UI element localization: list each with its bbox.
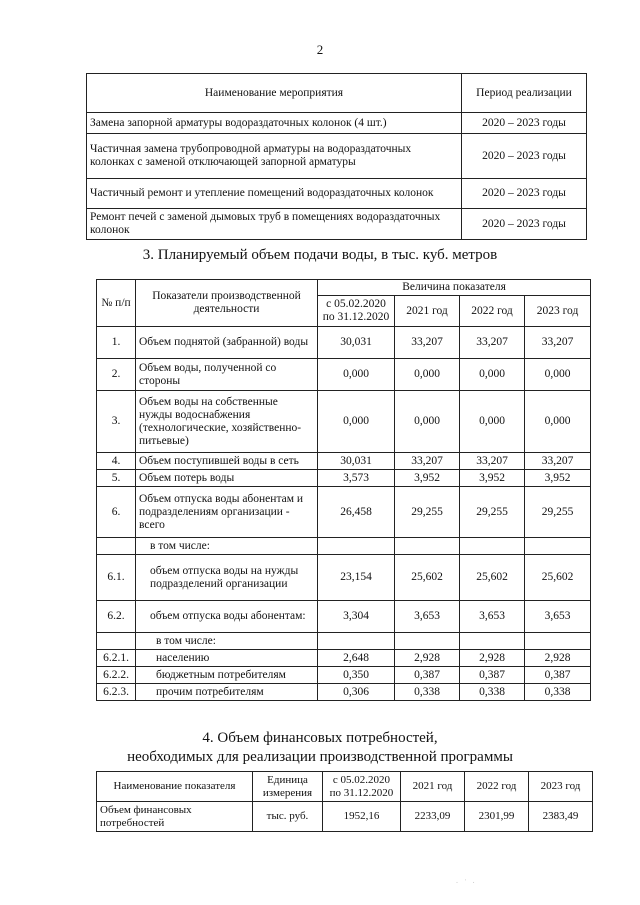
cell-value: 33,207 xyxy=(525,327,591,359)
table-row xyxy=(87,113,587,134)
table-row xyxy=(87,209,587,240)
column-header: с 05.02.2020 по 31.12.2020 xyxy=(323,772,401,802)
row-label: объем отпуска воды абонентам: xyxy=(136,601,318,633)
row-num: 6. xyxy=(97,487,136,538)
table-row xyxy=(97,453,591,470)
cell-value: 2,928 xyxy=(525,650,591,667)
measure-name: Ремонт печей с заменой дымовых труб в помещениях водораздаточных колонок xyxy=(87,209,462,240)
period-header: 2021 год xyxy=(395,296,460,327)
cell-value: 0,000 xyxy=(525,359,591,391)
cell-value: 2301,99 xyxy=(465,802,529,832)
column-header: Наименование мероприятия xyxy=(87,74,462,113)
column-header: Единица измерения xyxy=(253,772,323,802)
cell-value: 3,952 xyxy=(525,470,591,487)
cell-value: 30,031 xyxy=(318,453,395,470)
cell-value: 2,928 xyxy=(395,650,460,667)
cell-value xyxy=(318,633,395,650)
header-num: № п/п xyxy=(97,280,136,327)
cell-value: 3,952 xyxy=(460,470,525,487)
section-4-title-line2: необходимых для реализации производственной программы xyxy=(127,749,513,765)
row-num: 6.1. xyxy=(97,555,136,601)
cell-value: 0,306 xyxy=(318,684,395,701)
cell-value: 0,338 xyxy=(525,684,591,701)
row-num: 6.2.3. xyxy=(97,684,136,701)
unit-cell: тыс. руб. xyxy=(253,802,323,832)
header-indicator: Показатели производственной деятельности xyxy=(136,280,318,327)
measure-period: 2020 – 2023 годы xyxy=(462,113,587,134)
scan-artifact: ∙ ˈ ∙ xyxy=(456,878,477,887)
section-4-title xyxy=(0,729,640,767)
cell-value: 26,458 xyxy=(318,487,395,538)
row-label: в том числе: xyxy=(136,633,318,650)
cell-value: 2383,49 xyxy=(529,802,593,832)
cell-value xyxy=(395,538,460,555)
row-num xyxy=(97,538,136,555)
cell-value: 0,000 xyxy=(525,391,591,453)
row-label: Объем воды, полученной со стороны xyxy=(136,359,318,391)
cell-value: 23,154 xyxy=(318,555,395,601)
cell-value: 25,602 xyxy=(525,555,591,601)
cell-value: 30,031 xyxy=(318,327,395,359)
column-header: Наименование показателя xyxy=(97,772,253,802)
cell-value: 33,207 xyxy=(395,453,460,470)
table-header-row xyxy=(97,280,591,296)
table-row xyxy=(97,633,591,650)
table-row xyxy=(97,684,591,701)
measures-table xyxy=(86,73,587,240)
table-row xyxy=(97,327,591,359)
cell-value: 2233,09 xyxy=(401,802,465,832)
table-row xyxy=(97,667,591,684)
table-row xyxy=(97,601,591,633)
cell-value: 0,000 xyxy=(318,391,395,453)
table-row xyxy=(87,179,587,209)
cell-value: 2,928 xyxy=(460,650,525,667)
measure-period: 2020 – 2023 годы xyxy=(462,134,587,179)
cell-value: 3,653 xyxy=(460,601,525,633)
row-label: Объем поступившей воды в сеть xyxy=(136,453,318,470)
section-4-title-line1: 4. Объем финансовых потребностей, xyxy=(202,730,438,746)
table-row xyxy=(87,134,587,179)
row-num: 3. xyxy=(97,391,136,453)
table-header-row xyxy=(87,74,587,113)
table-row xyxy=(97,487,591,538)
measure-name: Частичный ремонт и утепление помещений водораздаточных колонок xyxy=(87,179,462,209)
cell-value: 0,000 xyxy=(460,391,525,453)
table-row xyxy=(97,391,591,453)
row-num: 6.2.2. xyxy=(97,667,136,684)
period-header: 2022 год xyxy=(460,296,525,327)
cell-value: 0,338 xyxy=(460,684,525,701)
cell-value: 0,000 xyxy=(395,391,460,453)
row-label: прочим потребителям xyxy=(136,684,318,701)
cell-value: 0,338 xyxy=(395,684,460,701)
table-row xyxy=(97,359,591,391)
row-label: населению xyxy=(136,650,318,667)
header-value: Величина показателя xyxy=(318,280,591,296)
water-supply-table xyxy=(96,279,591,701)
period-header: с 05.02.2020 по 31.12.2020 xyxy=(318,296,395,327)
cell-value: 33,207 xyxy=(460,327,525,359)
column-header: 2022 год xyxy=(465,772,529,802)
cell-value xyxy=(525,633,591,650)
row-num: 2. xyxy=(97,359,136,391)
measure-name: Замена запорной арматуры водораздаточных колонок (4 шт.) xyxy=(87,113,462,134)
row-num: 5. xyxy=(97,470,136,487)
cell-value: 1952,16 xyxy=(323,802,401,832)
cell-value: 3,653 xyxy=(525,601,591,633)
cell-value: 2,648 xyxy=(318,650,395,667)
cell-value: 0,000 xyxy=(318,359,395,391)
cell-value xyxy=(460,633,525,650)
cell-value: 25,602 xyxy=(395,555,460,601)
cell-value xyxy=(318,538,395,555)
measure-period: 2020 – 2023 годы xyxy=(462,179,587,209)
column-header: 2021 год xyxy=(401,772,465,802)
cell-value: 0,000 xyxy=(395,359,460,391)
financial-needs-table xyxy=(96,771,593,832)
cell-value: 29,255 xyxy=(460,487,525,538)
table-header-row xyxy=(97,772,593,802)
section-3-title: 3. Планируемый объем подачи воды, в тыс. куб. метров xyxy=(142,247,498,263)
cell-value: 0,387 xyxy=(525,667,591,684)
cell-value: 29,255 xyxy=(525,487,591,538)
cell-value: 0,387 xyxy=(395,667,460,684)
cell-value: 3,304 xyxy=(318,601,395,633)
measure-period: 2020 – 2023 годы xyxy=(462,209,587,240)
cell-value: 33,207 xyxy=(525,453,591,470)
row-label: объем отпуска воды на нужды подразделений организации xyxy=(136,555,318,601)
table-row xyxy=(97,470,591,487)
row-num: 6.2. xyxy=(97,601,136,633)
cell-value: 3,653 xyxy=(395,601,460,633)
cell-value: 3,573 xyxy=(318,470,395,487)
row-label: Объем отпуска воды абонентам и подразделениям организации - всего xyxy=(136,487,318,538)
cell-value xyxy=(525,538,591,555)
table-row xyxy=(97,802,593,832)
row-label: в том числе: xyxy=(136,538,318,555)
row-num: 1. xyxy=(97,327,136,359)
cell-value: 0,350 xyxy=(318,667,395,684)
measure-name: Частичная замена трубопроводной арматуры на водораздаточных колонках с заменой отключающей запорной арматуры xyxy=(87,134,462,179)
row-num: 4. xyxy=(97,453,136,470)
table-row xyxy=(97,555,591,601)
column-header: Период реализации xyxy=(462,74,587,113)
cell-value: 0,000 xyxy=(460,359,525,391)
page-number: 2 xyxy=(316,42,324,57)
cell-value: 25,602 xyxy=(460,555,525,601)
row-num xyxy=(97,633,136,650)
cell-value xyxy=(395,633,460,650)
row-label: бюджетным потребителям xyxy=(136,667,318,684)
cell-value: 33,207 xyxy=(395,327,460,359)
row-label: Объем потерь воды xyxy=(136,470,318,487)
cell-value xyxy=(460,538,525,555)
row-label: Объем воды на собственные нужды водоснабжения (технологические, хозяйственно-питьевые) xyxy=(136,391,318,453)
row-label: Объем поднятой (забранной) воды xyxy=(136,327,318,359)
table-row xyxy=(97,538,591,555)
period-header: 2023 год xyxy=(525,296,591,327)
row-num: 6.2.1. xyxy=(97,650,136,667)
cell-value: 29,255 xyxy=(395,487,460,538)
row-label: Объем финансовых потребностей xyxy=(97,802,253,832)
cell-value: 0,387 xyxy=(460,667,525,684)
column-header: 2023 год xyxy=(529,772,593,802)
cell-value: 3,952 xyxy=(395,470,460,487)
table-row xyxy=(97,650,591,667)
cell-value: 33,207 xyxy=(460,453,525,470)
